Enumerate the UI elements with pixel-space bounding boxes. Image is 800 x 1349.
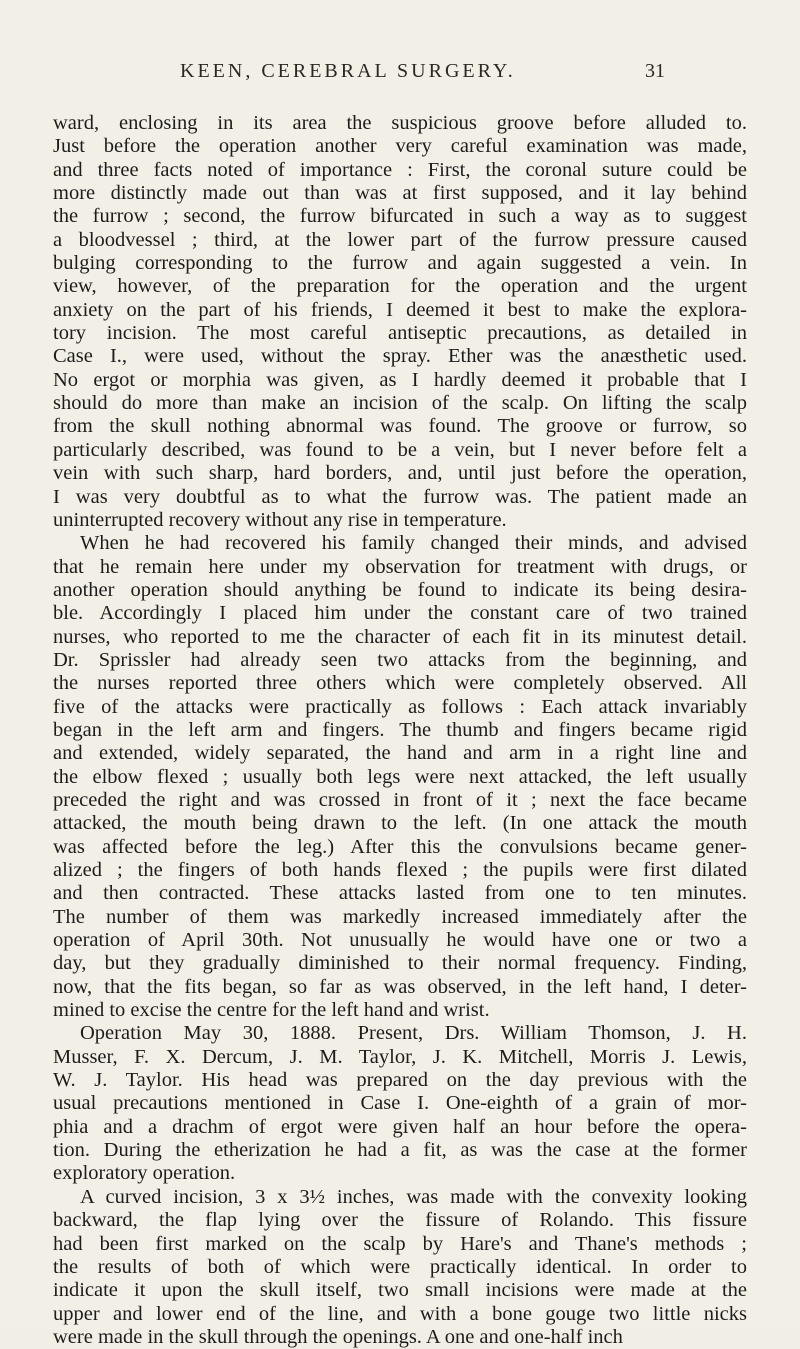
- text-line: more distinctly made out than was at first supposed, and it lay behind: [53, 182, 747, 205]
- text-line: view, however, of the preparation for the operation and the urgent: [53, 275, 747, 298]
- text-line: exploratory operation.: [53, 1162, 236, 1185]
- text-line: from the skull nothing abnormal was found. The groove or furrow, so: [53, 415, 747, 438]
- text-line: bulging corresponding to the furrow and again suggested a vein. In: [53, 252, 747, 275]
- text-line: ward, enclosing in its area the suspicious groove before alluded to.: [53, 112, 747, 134]
- text-line: and then contracted. These attacks lasted from one to ten minutes.: [53, 882, 747, 905]
- paragraph: [53, 112, 747, 532]
- text-line: mined to excise the centre for the left hand and wrist.: [53, 999, 490, 1022]
- text-line: another operation should anything be found to indicate its being desira-: [53, 578, 747, 601]
- text-line: preceded the right and was crossed in front of it ; next the face became: [53, 788, 747, 811]
- text-line: ble. Accordingly I placed him under the constant care of two trained: [53, 602, 747, 625]
- body-text: [53, 112, 747, 1349]
- page-number: 31: [645, 60, 665, 82]
- text-line: upper and lower end of the line, and with a bone gouge two little nicks: [53, 1302, 747, 1325]
- text-line: tory incision. The most careful antiseptic precautions, as detailed in: [53, 322, 747, 345]
- text-line: should do more than make an incision of the scalp. On lifting the scalp: [53, 392, 747, 415]
- paragraph: [53, 532, 747, 1022]
- text-line: indicate it upon the skull itself, two small incisions were made at the: [53, 1279, 747, 1302]
- paragraph: [53, 1186, 747, 1349]
- text-line: Dr. Sprissler had already seen two attacks from the beginning, and: [53, 648, 747, 671]
- text-line: vein with such sharp, hard borders, and, until just before the operation,: [53, 462, 747, 485]
- text-line: tion. During the etherization he had a fit, as was the case at the former: [53, 1139, 747, 1162]
- text-line: were made in the skull through the openings. A one and one-half inch: [53, 1325, 623, 1348]
- text-line: now, that the fits began, so far as was observed, in the left hand, I deter-: [53, 975, 747, 998]
- text-line: I was very doubtful as to what the furrow was. The patient made an: [53, 485, 747, 508]
- text-line: the elbow flexed ; usually both legs were next attacked, the left usually: [53, 765, 747, 788]
- text-line: backward, the flap lying over the fissure of Rolando. This fissure: [53, 1209, 747, 1232]
- text-line: day, but they gradually diminished to their normal frequency. Finding,: [53, 952, 747, 975]
- text-line: particularly described, was found to be a vein, but I never before felt a: [53, 438, 747, 461]
- text-line: Just before the operation another very careful examination was made,: [53, 135, 747, 158]
- text-line: had been first marked on the scalp by Hare's and Thane's methods ;: [53, 1232, 747, 1255]
- text-line: the results of both of which were practically identical. In order to: [53, 1255, 747, 1278]
- page-header: [180, 60, 665, 90]
- text-line: five of the attacks were practically as follows : Each attack invariably: [53, 695, 747, 718]
- text-line: operation of April 30th. Not unusually he would have one or two a: [53, 929, 747, 952]
- text-line: Operation May 30, 1888. Present, Drs. William Thomson, J. H.: [80, 1022, 747, 1045]
- text-line: No ergot or morphia was given, as I hardly deemed it probable that I: [53, 368, 747, 391]
- text-line: When he had recovered his family changed their minds, and advised: [80, 532, 747, 555]
- text-line: the nurses reported three others which were completely observed. All: [53, 672, 747, 695]
- running-head: KEEN, CEREBRAL SURGERY.: [180, 60, 516, 82]
- text-line: began in the left arm and fingers. The thumb and fingers became rigid: [53, 718, 747, 741]
- text-line: a bloodvessel ; third, at the lower part of the furrow pressure caused: [53, 228, 747, 251]
- text-line: anxiety on the part of his friends, I deemed it best to make the explora-: [53, 298, 747, 321]
- text-line: usual precautions mentioned in Case I. One-eighth of a grain of mor-: [53, 1092, 747, 1115]
- text-line: that he remain here under my observation for treatment with drugs, or: [53, 555, 747, 578]
- text-line: attacked, the mouth being drawn to the left. (In one attack the mouth: [53, 812, 747, 835]
- text-line: and extended, widely separated, the hand and arm in a right line and: [53, 742, 747, 765]
- text-line: was affected before the leg.) After this the convulsions became gener-: [53, 835, 747, 858]
- text-line: uninterrupted recovery without any rise in temperature.: [53, 508, 507, 531]
- text-line: the furrow ; second, the furrow bifurcated in such a way as to suggest: [53, 205, 747, 228]
- text-line: W. J. Taylor. His head was prepared on the day previous with the: [53, 1069, 747, 1092]
- text-line: Case I., were used, without the spray. Ether was the anæsthetic used.: [53, 345, 747, 368]
- text-line: phia and a drachm of ergot were given half an hour before the opera-: [53, 1115, 747, 1138]
- text-line: Musser, F. X. Dercum, J. M. Taylor, J. K. Mitchell, Morris J. Lewis,: [53, 1045, 747, 1068]
- text-line: alized ; the fingers of both hands flexed ; the pupils were first dilated: [53, 859, 747, 881]
- text-line: A curved incision, 3 x 3½ inches, was made with the convexity looking: [80, 1185, 747, 1208]
- text-line: The number of them was markedly increased immediately after the: [53, 905, 747, 928]
- text-line: and three facts noted of importance : First, the coronal suture could be: [53, 158, 747, 181]
- text-line: nurses, who reported to me the character of each fit in its minutest detail.: [53, 625, 747, 648]
- paragraph: [53, 1022, 747, 1185]
